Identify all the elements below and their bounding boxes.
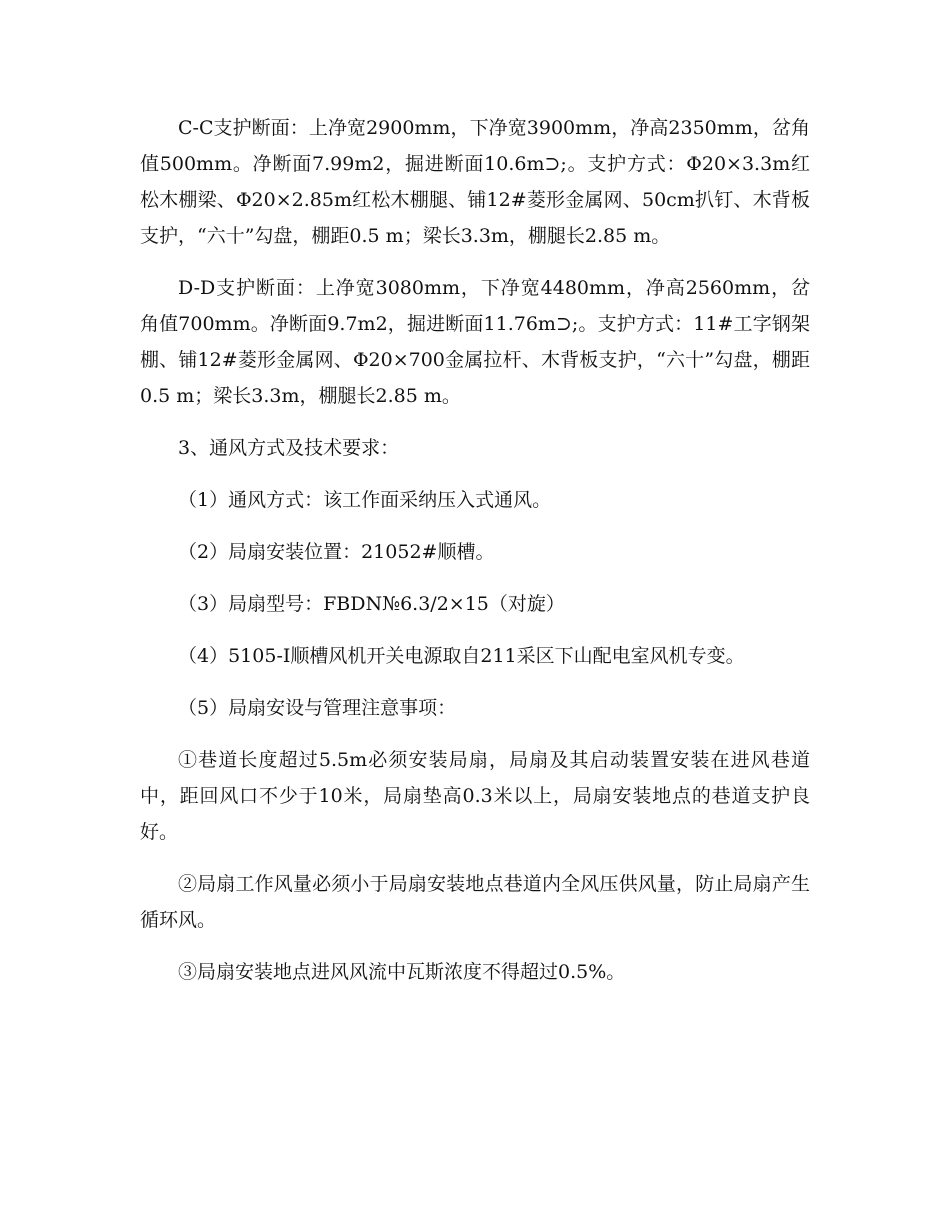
fan-model-item: （3）局扇型号：FBDN№6.3/2×15（对旋）: [178, 593, 565, 615]
ventilation-method-item: （1）通风方式：该工作面采纳压入式通风。: [178, 489, 552, 511]
document-page: [140, 110, 810, 1006]
fan-power-source-item: （4）5105-Ⅰ顺槽风机开关电源取自211采区下山配电室风机专变。: [178, 645, 745, 667]
precaution-item-3: ③局扇安装地点进风风流中瓦斯浓度不得超过0.5%。: [178, 961, 626, 983]
cc-support-section-paragraph: C-C支护断面：上净宽2900mm，下净宽3900mm，净高2350mm，岔角值500mm。净断面7.99m2，掘进断面10.6m⊃;。支护方式：Φ20×3.3m红松木棚梁、Φ20×2.85m红松木棚腿、铺12#菱形金属网、50cm扒钉、木背板支护，“六十”勾盘，棚距0.5 m；梁长3.3m，棚腿长2.85 m。: [140, 117, 810, 247]
fan-precautions-heading: （5）局扇安设与管理注意事项：: [178, 697, 457, 719]
precaution-item-2: ②局扇工作风量必须小于局扇安装地点巷道内全风压供风量，防止局扇产生循环风。: [140, 873, 810, 931]
ventilation-heading: 3、通风方式及技术要求：: [178, 437, 400, 459]
dd-support-section-paragraph: D-D支护断面：上净宽3080mm，下净宽4480mm，净高2560mm，岔角值700mm。净断面9.7m2，掘进断面11.76m⊃;。支护方式：11#工字钢架棚、铺12#菱形金属网、Φ20×700金属拉杆、木背板支护，“六十”勾盘，棚距0.5 m；梁长3.3m，棚腿长2.85 m。: [140, 277, 810, 407]
fan-location-item: （2）局扇安装位置：21052#顺槽。: [178, 541, 495, 563]
precaution-item-1: ①巷道长度超过5.5m必须安装局扇，局扇及其启动装置安装在进风巷道中，距回风口不少于10米，局扇垫高0.3米以上，局扇安装地点的巷道支护良好。: [140, 749, 810, 843]
